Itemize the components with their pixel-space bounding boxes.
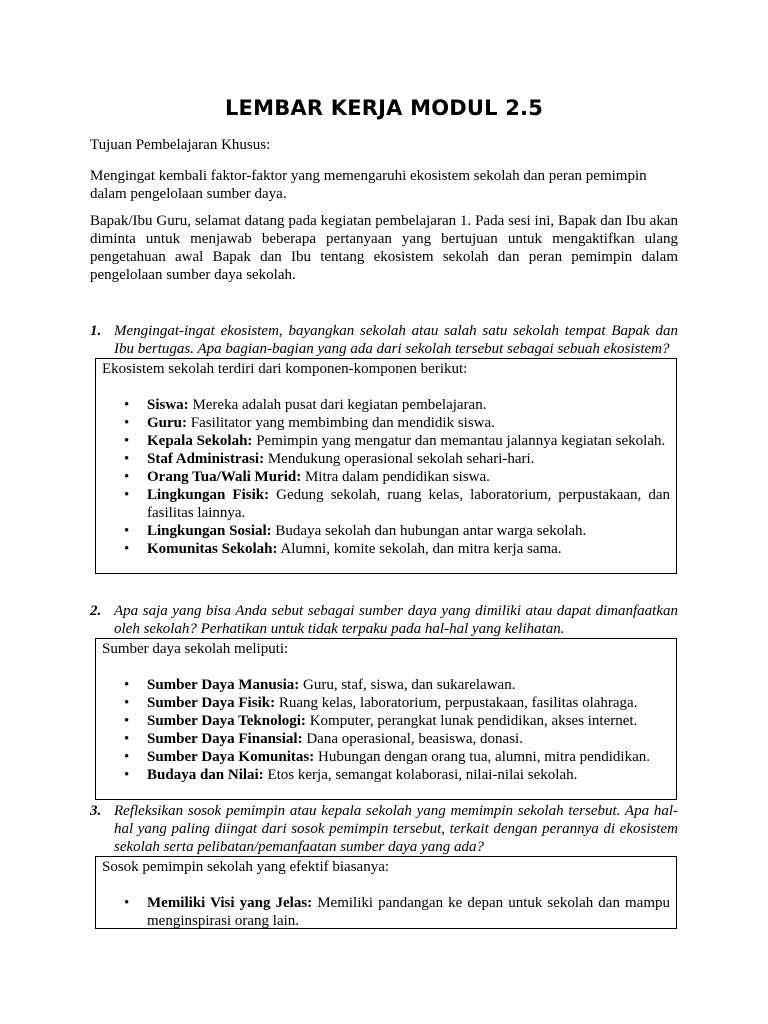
list-item: • Sumber Daya Finansial: Dana operasional, beasiswa, donasi. [124, 731, 523, 747]
bullet-icon: • [124, 695, 130, 711]
document-title: LEMBAR KERJA MODUL 2.5 [224, 96, 544, 120]
bullet-icon: • [124, 677, 130, 693]
list-item: • Sumber Daya Fisik: Ruang kelas, laboratorium, perpustakaan, fasilitas olahraga. [124, 695, 638, 711]
question-text: Refleksikan sosok pemimpin atau kepala sekolah yang memimpin sekolah tersebut. Apa hal-hal yang paling diingat dari sosok pemimpin tersebut, terkait dengan perannya di ekosistem sekolah serta pelibatan/pemanfaatan sumber daya yang ada? [114, 803, 678, 855]
answer-intro: Sosok pemimpin sekolah yang efektif biasanya: [102, 859, 390, 875]
list-item: • Memiliki Visi yang Jelas: Memiliki pandangan ke depan untuk sekolah dan mampu menginspirasi orang lain. [124, 895, 671, 929]
bullet-icon: • [124, 469, 130, 485]
list-item: • Komunitas Sekolah: Alumni, komite sekolah, dan mitra kerja sama. [124, 541, 562, 557]
bullet-icon: • [124, 433, 130, 449]
list-item: • Siswa: Mereka adalah pusat dari kegiatan pembelajaran. [124, 397, 487, 413]
objective-heading: Tujuan Pembelajaran Khusus: [90, 137, 271, 153]
question-number: 3. [90, 803, 102, 819]
bullet-icon: • [124, 451, 130, 467]
question-3 [90, 802, 678, 856]
answer-box-2 [95, 638, 677, 800]
list-item: • Sumber Daya Manusia: Guru, staf, siswa, dan sukarelawan. [124, 677, 516, 693]
answer-intro: Ekosistem sekolah terdiri dari komponen-komponen berikut: [102, 361, 468, 377]
list-item: • Orang Tua/Wali Murid: Mitra dalam pendidikan siswa. [124, 469, 490, 485]
list-item: • Sumber Daya Komunitas: Hubungan dengan orang tua, alumni, mitra pendidikan. [124, 749, 650, 765]
list-item: • Staf Administrasi: Mendukung operasional sekolah sehari-hari. [124, 451, 535, 467]
question-2 [90, 602, 678, 638]
bullet-icon: • [124, 487, 130, 503]
list-item: • Lingkungan Fisik: Gedung sekolah, ruang kelas, laboratorium, perpustakaan, dan fasilitas lainnya. [124, 487, 670, 521]
bullet-icon: • [124, 397, 130, 413]
bullet-icon: • [124, 523, 130, 539]
answer-list [102, 396, 670, 558]
list-item: • Lingkungan Sosial: Budaya sekolah dan hubungan antar warga sekolah. [124, 523, 587, 539]
bullet-icon: • [124, 731, 130, 747]
question-number: 1. [90, 323, 102, 339]
question-text: Apa saja yang bisa Anda sebut sebagai sumber daya yang dimiliki atau dapat dimanfaatkan oleh sekolah? Perhatikan untuk tidak terpaku pada hal-hal yang kelihatan. [114, 603, 678, 637]
question-number: 2. [90, 603, 102, 619]
answer-box-3 [95, 856, 677, 929]
question-1 [90, 322, 678, 358]
list-item: • Kepala Sekolah: Pemimpin yang mengatur dan memantau jalannya kegiatan sekolah. [124, 433, 666, 449]
intro-text: Bapak/Ibu Guru, selamat datang pada kegiatan pembelajaran 1. Pada sesi ini, Bapak dan Ibu akan diminta untuk menjawab beberapa pertanyaan yang bertujuan untuk mengaktifkan ulang pengetahuan awal Bapak dan Ibu tentang ekosistem sekolah dan peran pemimpin dalam pengelolaan sumber daya sekolah. [90, 213, 678, 283]
bullet-icon: • [124, 713, 130, 729]
bullet-icon: • [124, 895, 130, 911]
list-item: • Sumber Daya Teknologi: Komputer, perangkat lunak pendidikan, akses internet. [124, 713, 638, 729]
bullet-icon: • [124, 541, 130, 557]
objective-text: Mengingat kembali faktor-faktor yang memengaruhi ekosistem sekolah dan peran pemimpin dalam pengelolaan sumber daya. [90, 168, 647, 202]
answer-list [102, 676, 670, 784]
bullet-icon: • [124, 749, 130, 765]
answer-list [102, 894, 670, 930]
answer-box-1 [95, 358, 677, 574]
list-item: • Guru: Fasilitator yang membimbing dan mendidik siswa. [124, 415, 495, 431]
bullet-icon: • [124, 767, 130, 783]
answer-intro: Sumber daya sekolah meliputi: [102, 641, 289, 657]
bullet-icon: • [124, 415, 130, 431]
question-text: Mengingat-ingat ekosistem, bayangkan sekolah atau salah satu sekolah tempat Bapak dan Ibu bertugas. Apa bagian-bagian yang ada dari sekolah tersebut sebagai sebuah ekosistem? [114, 323, 678, 357]
list-item: • Budaya dan Nilai: Etos kerja, semangat kolaborasi, nilai-nilai sekolah. [124, 767, 578, 783]
